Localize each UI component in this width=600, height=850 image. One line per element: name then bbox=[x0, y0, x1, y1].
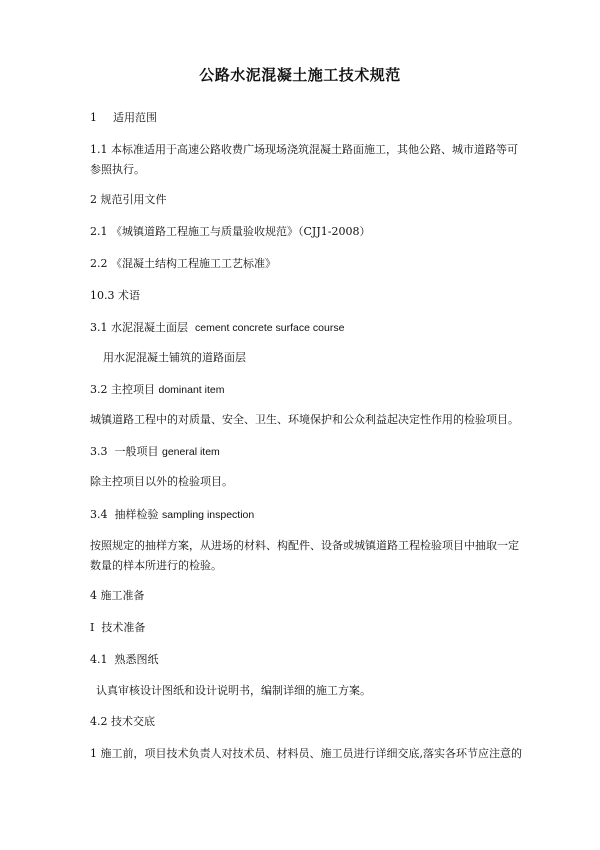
section-text: 一般项目 bbox=[114, 445, 159, 458]
section-number: 4.1 bbox=[90, 653, 108, 666]
section-number: 2.2 bbox=[90, 257, 108, 270]
term-3-4 bbox=[90, 505, 522, 525]
section-text: 施工准备 bbox=[100, 589, 145, 602]
term-3-3 bbox=[90, 442, 522, 462]
section-number: 3.3 bbox=[90, 445, 108, 458]
section-text: 《混凝土结构工程施工工艺标准》 bbox=[111, 257, 276, 270]
section-number: 4.2 bbox=[90, 715, 108, 728]
heading-preparation bbox=[90, 586, 522, 606]
section-number: 2.1 bbox=[90, 225, 108, 238]
document-title: 公路水泥混凝土施工技术规范 bbox=[199, 66, 401, 84]
reference-2-1 bbox=[90, 222, 522, 242]
section-text: 认真审核设计图纸和设计说明书，编制详细的施工方案。 bbox=[96, 684, 371, 697]
heading-4-2 bbox=[90, 712, 522, 732]
section-number: 1 bbox=[90, 111, 97, 124]
section-text: 水泥混凝土面层 bbox=[111, 321, 188, 334]
section-text: 用水泥混凝土铺筑的道路面层 bbox=[103, 351, 246, 364]
section-text: 适用范围 bbox=[113, 111, 157, 124]
term-3-1 bbox=[90, 318, 522, 338]
section-number: 1.1 bbox=[90, 143, 108, 156]
section-number: 3.1 bbox=[90, 321, 108, 334]
section-text: 施工前，项目技术负责人对技术员、材料员、施工员进行详细交底,落实各环节应注意的 bbox=[100, 747, 522, 760]
term-english: sampling inspection bbox=[162, 509, 255, 521]
section-text: 技术交底 bbox=[111, 715, 155, 728]
definition-3-1 bbox=[103, 348, 535, 368]
section-number: 3.2 bbox=[90, 383, 108, 396]
section-text: 本标准适用于高速公路收费广场现场浇筑混凝土路面施工，其他公路、城市道路等可参照执行。 bbox=[90, 143, 518, 176]
section-text: 主控项目 bbox=[111, 383, 155, 396]
section-number: 2 bbox=[90, 193, 97, 206]
definition-3-4 bbox=[90, 536, 522, 576]
section-text: 抽样检验 bbox=[114, 508, 159, 521]
definition-3-2 bbox=[90, 410, 522, 430]
heading-4-1 bbox=[90, 650, 522, 670]
term-3-2 bbox=[90, 380, 522, 400]
section-text: 规范引用文件 bbox=[100, 193, 167, 206]
definition-3-3 bbox=[90, 472, 522, 492]
section-text: 技术准备 bbox=[101, 621, 146, 634]
heading-terms bbox=[90, 286, 522, 306]
section-text: 《城镇道路工程施工与质量验收规范》（CJJ1-2008） bbox=[111, 225, 371, 238]
section-text: 除主控项目以外的检验项目。 bbox=[90, 475, 233, 488]
heading-technical-preparation bbox=[90, 618, 522, 638]
heading-references bbox=[90, 190, 522, 210]
paragraph-4-2-1 bbox=[90, 744, 522, 764]
section-text: 城镇道路工程中的对质量、安全、卫生、环境保护和公众利益起决定性作用的检验项目。 bbox=[90, 413, 519, 426]
section-number: Ⅰ bbox=[90, 621, 95, 634]
section-number: 1 bbox=[90, 747, 97, 760]
heading-scope bbox=[90, 108, 522, 128]
paragraph-1-1 bbox=[90, 140, 522, 180]
section-number: 10.3 bbox=[90, 289, 115, 302]
section-text: 术语 bbox=[118, 289, 140, 302]
term-english: general item bbox=[162, 446, 220, 458]
section-number: 3.4 bbox=[90, 508, 108, 521]
term-english: cement concrete surface course bbox=[195, 322, 345, 334]
reference-2-2 bbox=[90, 254, 522, 274]
section-number: 4 bbox=[90, 589, 97, 602]
section-text: 按照规定的抽样方案，从进场的材料、构配件、设备或城镇道路工程检验项目中抽取一定数量的样本所进行的检验。 bbox=[90, 539, 519, 572]
section-text: 熟悉图纸 bbox=[114, 653, 159, 666]
paragraph-4-1 bbox=[96, 681, 528, 701]
term-english: dominant item bbox=[158, 384, 225, 396]
